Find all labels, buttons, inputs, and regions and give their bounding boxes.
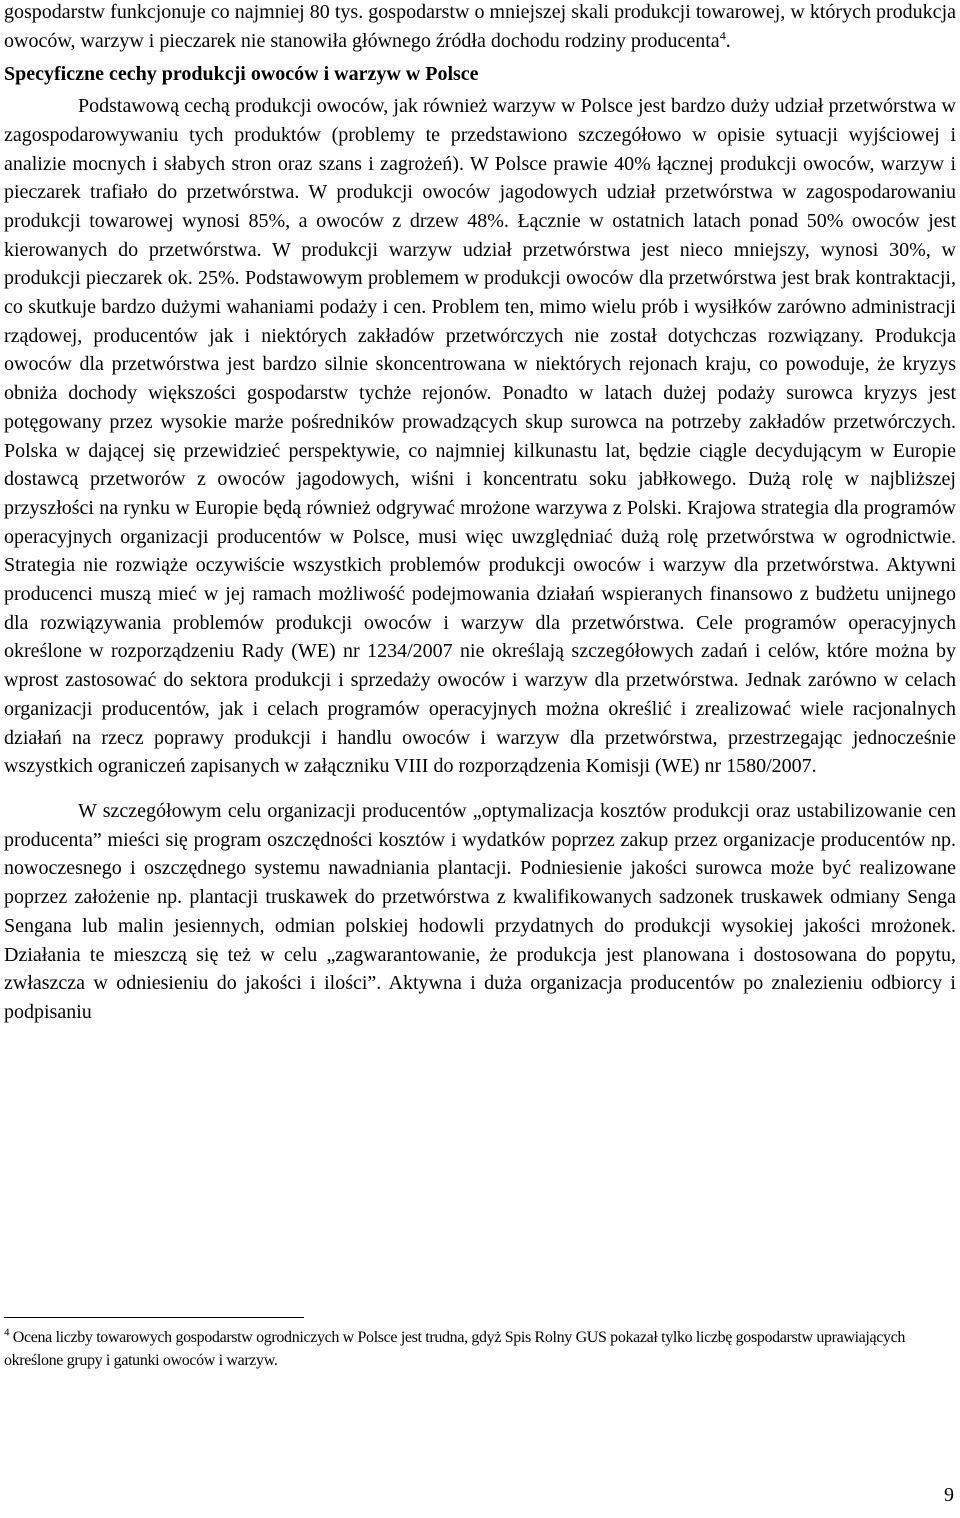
- body-paragraph-1: Podstawową cechą produkcji owoców, jak również warzyw w Polsce jest bardzo duży udział przetwórstwa w zagospodarowywaniu tych produktów (problemy te przedstawiono szczegółowo w opisie sytuacji wyjściowej i analizie mocnych i słabych stron oraz szans i zagrożeń). W Polsce prawie 40% łącznej produkcji owoców, warzyw i pieczarek trafiało do przetwórstwa. W produkcji owoców jagodowych udział przetwórstwa w zagospodarowaniu produkcji towarowej wynosi 85%, a owoców z drzew 48%. Łącznie w ostatnich latach ponad 50% owoców jest kierowanych do przetwórstwa. W produkcji warzyw udział przetwórstwa jest nieco mniejszy, wynosi 30%, w produkcji pieczarek ok. 25%. Podstawowym problemem w produkcji owoców dla przetwórstwa jest brak kontraktacji, co skutkuje bardzo dużymi wahaniami podaży i cen. Problem ten, mimo wielu prób i wysiłków zarówno administracji rządowej, producentów jak i niektórych zakładów przetwórczych nie został dotychczas rozwiązany. Produkcja owoców dla przetwórstwa jest bardzo silnie skoncentrowana w niektórych rejonach kraju, co powoduje, że kryzys obniża dochody większości gospodarstw tychże rejonów. Ponadto w latach dużej podaży surowca kryzys jest potęgowany przez wysokie marże pośredników prowadzących skup surowca na potrzeby zakładów przetwórczych. Polska w dającej się przewidzieć perspektywie, co najmniej kilkunastu lat, będzie ciągle decydującym w Europie dostawcą przetworów z owoców jagodowych, wiśni i koncentratu soku jabłkowego. Dużą rolę w najbliższej przyszłości na rynku w Europie będą również odgrywać mrożone warzywa z Polski. Krajowa strategia dla programów operacyjnych organizacji producentów w Polsce, musi więc uwzględniać dużą rolę przetwórstwa w ogrodnictwie. Strategia nie rozwiąże oczywiście wszystkich problemów produkcji owoców i warzyw dla przetwórstwa. Aktywni producenci muszą mieć w jej ramach możliwość podejmowania działań wspieranych finansowo z budżetu unijnego dla rozwiązywania problemów produkcji owoców i warzyw dla przetwórstwa. Cele programów operacyjnych określone w rozporządzeniu Rady (WE) nr 1234/2007 nie określają szczegółowych zadań i celów, które można by wprost zastosować do sektora produkcji i sprzedaży owoców i warzyw dla przetwórstwa. Jednak zarówno w celach organizacji producentów, jak i celach programów operacyjnych można określić i zrealizować wiele racjonalnych działań na rzecz poprawy produkcji i handlu owoców i warzyw dla przetwórstwa, przestrzegając jednocześnie wszystkich ograniczeń zapisanych w załączniku VIII do rozporządzenia Komisji (WE) nr 1580/2007.: [4, 95, 956, 778]
- footnote-reference: 4: [719, 28, 726, 43]
- footnote-divider: [4, 1317, 304, 1318]
- page-number: 9: [944, 1484, 954, 1506]
- footnote-number: 4: [4, 1326, 10, 1339]
- lead-text: gospodarstw funkcjonuje co najmniej 80 tys. gospodarstw o mniejszej skali produkcji towarowej, w których produkcja owoców, warzyw i pieczarek nie stanowiła głównego źródła dochodu rodziny producenta: [4, 1, 956, 52]
- body-paragraph-2: W szczegółowym celu organizacji producentów „optymalizacja kosztów produkcji oraz ustabilizowanie cen producenta” mieści się program oszczędności kosztów i wydatków poprzez zakup przez organizacje producentów np. nowoczesnego i oszczędnego systemu nawadniania plantacji. Podniesienie jakości surowca może być realizowane poprzez założenie np. plantacji truskawek do przetwórstwa z kwalifikowanych sadzonek truskawek odmiany Senga Sengana lub malin jesiennych, odmian polskiej hodowli przydatnych do produkcji wysokiej jakości mrożonek. Działania te mieszczą się też w celu „zagwarantowanie, że produkcja jest planowana i dostosowana do popytu, zwłaszcza w odniesieniu do jakości i ilości”. Aktywna i duża organizacja producentów po znalezieniu odbiorcy i podpisaniu: [4, 799, 956, 1023]
- footnote-text: Ocena liczby towarowych gospodarstw ogrodniczych w Polsce jest trudna, gdyż Spis Rolny GUS pokazał tylko liczbę gospodarstw uprawiających określone grupy i gatunki owoców i warzyw.: [4, 1329, 906, 1369]
- document-page: [4, 0, 956, 1027]
- lead-paragraph: [4, 0, 956, 55]
- section-heading: Specyficzne cechy produkcji owoców i warzyw w Polsce: [4, 63, 479, 86]
- lead-period: .: [725, 29, 731, 52]
- footnote: [4, 1326, 960, 1372]
